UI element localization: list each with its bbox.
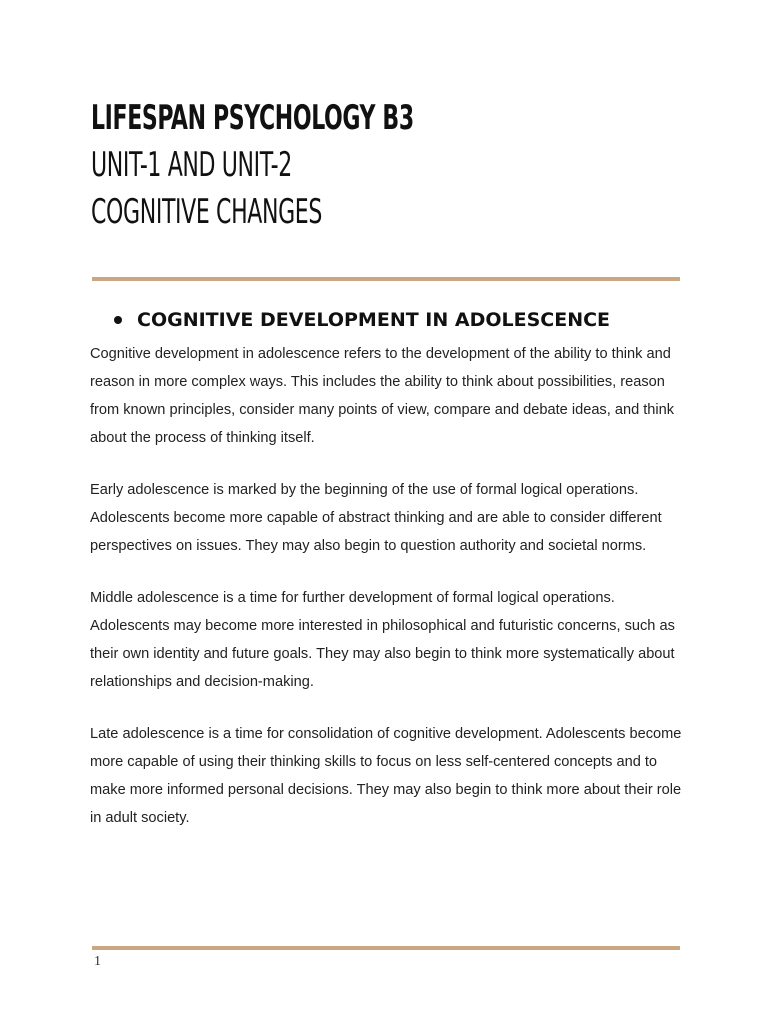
- document-subtitle-topic: COGNITIVE CHANGES: [91, 192, 322, 232]
- page-number: 1: [94, 954, 101, 969]
- footer-divider: [92, 946, 680, 950]
- paragraph-early-adolescence: Early adolescence is marked by the beginning of the use of formal logical operations. Adolescents become more capable of abstract thinking and are able to consider different perspectives on issues. They may also begin to question authority and societal norms.: [90, 482, 662, 554]
- section-heading: [112, 306, 610, 334]
- bullet-icon: [114, 316, 122, 324]
- section-body: [90, 340, 686, 856]
- section-heading-text: COGNITIVE DEVELOPMENT IN ADOLESCENCE: [137, 309, 611, 331]
- top-divider: [92, 277, 680, 281]
- document-subtitle-units: UNIT-1 AND UNIT-2: [91, 145, 292, 185]
- paragraph-intro: Cognitive development in adolescence refers to the development of the ability to think and reason in more complex ways. This includes the ability to think about possibilities, reason from known principles, consider many points of view, compare and debate ideas, and think about the process of thinking itself.: [90, 346, 675, 446]
- paragraph-late-adolescence: Late adolescence is a time for consolidation of cognitive development. Adolescents become more capable of using their thinking skills to focus on less self-centered concepts and to make more informed personal decisions. They may also begin to think more about their role in adult society.: [90, 726, 682, 826]
- paragraph-middle-adolescence: Middle adolescence is a time for further development of formal logical operations. Adolescents may become more interested in philosophical and futuristic concerns, such as their own identity and future goals. They may also begin to think more systematically about relationships and decision-making.: [90, 590, 675, 690]
- title-block: [91, 95, 691, 236]
- document-title: LIFESPAN PSYCHOLOGY B3: [91, 98, 414, 138]
